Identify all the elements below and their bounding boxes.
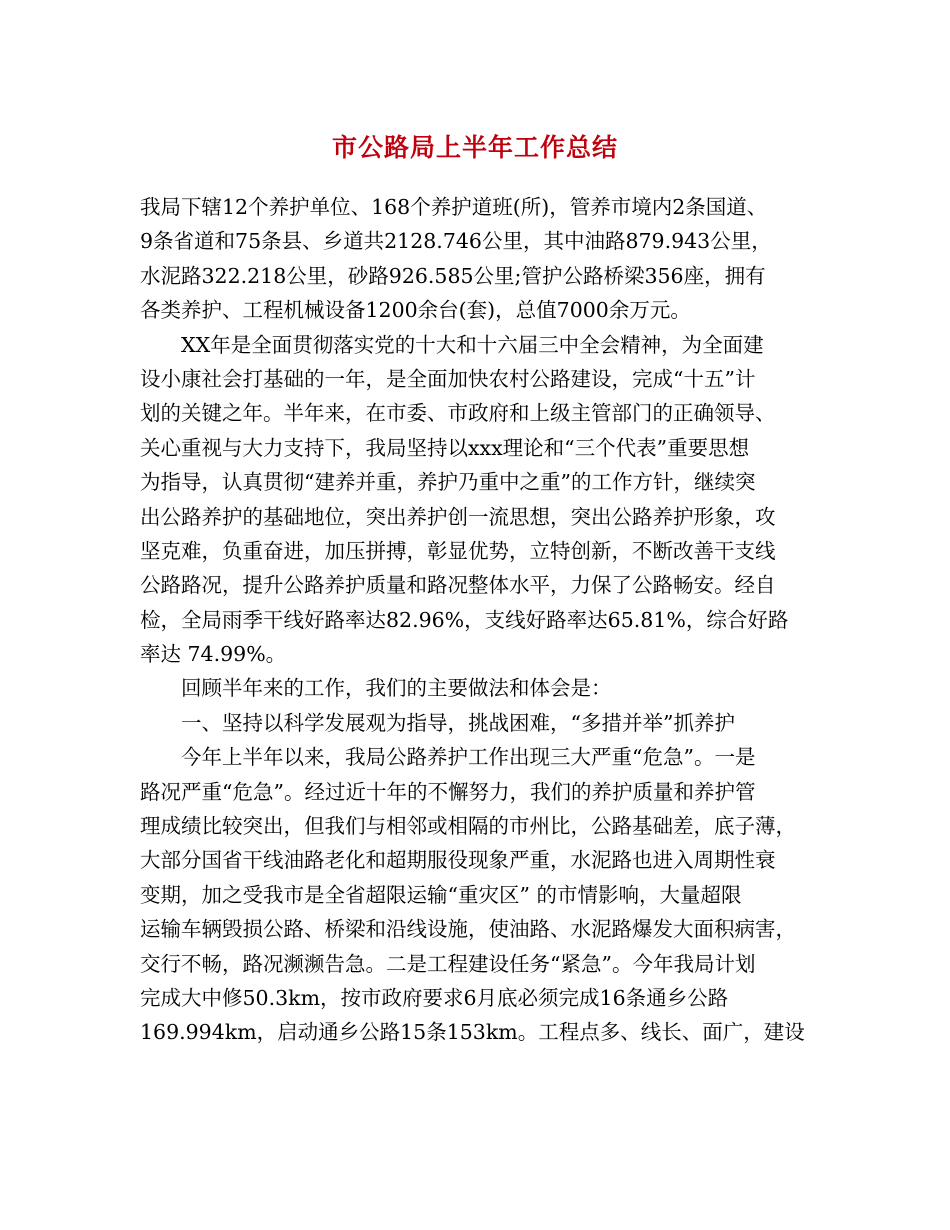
body-line: 水泥路322.218公里，砂路926.585公里;管护公路桥梁356座，拥有: [140, 263, 766, 288]
body-line: 路况严重“危急”。经过近十年的不懈努力，我们的养护质量和养护管: [140, 779, 756, 804]
body-line: 出公路养护的基础地位，突出养护创一流思想，突出公路养护形象，攻: [140, 504, 776, 529]
body-line: 9条省道和75条县、乡道共2128.746公里，其中油路879.943公里，: [140, 229, 772, 254]
body-line: 检，全局雨季干线好路率达82.96%，支线好路率达65.81%，综合好路: [140, 607, 789, 632]
body-line: 回顾半年来的工作，我们的主要做法和体会是：: [181, 676, 612, 701]
body-line: 完成大中修50.3km，按市政府要求6月底必须完成16条通乡公路: [140, 985, 729, 1010]
body-line: 公路路况，提升公路养护质量和路况整体水平，力保了公路畅安。经自: [140, 573, 776, 598]
document-body: [140, 190, 820, 1050]
body-line: 169.994km，启动通乡公路15条153km。工程点多、线长、面广，建设: [140, 1020, 805, 1045]
body-line: 我局下辖12个养护单位、168个养护道班(所)，管养市境内2条国道、: [140, 195, 768, 219]
body-line: XX年是全面贯彻落实党的十大和十六届三中全会精神，为全面建: [181, 332, 764, 357]
body-line: 划的关键之年。半年来，在市委、市政府和上级主管部门的正确领导、: [140, 401, 776, 426]
body-line: 变期，加之受我市是全省超限运输“重灾区” 的市情影响，大量超限: [140, 882, 742, 907]
body-line: 运输车辆毁损公路、桥梁和沿线设施，使油路、水泥路爆发大面积病害，: [140, 917, 796, 942]
document-title: 市公路局上半年工作总结: [331, 133, 618, 162]
body-line: 各类养护、工程机械设备1200余台(套)，总值7000余万元。: [140, 298, 691, 323]
body-line: 为指导，认真贯彻“建养并重，养护乃重中之重”的工作方针，继续突: [140, 470, 756, 495]
body-line: 关心重视与大力支持下，我局坚持以xxx理论和“三个代表”重要思想: [140, 435, 750, 460]
body-line: 今年上半年以来，我局公路养护工作出现三大严重“危急”。一是: [181, 745, 756, 770]
body-line: 坚克难，负重奋进，加压拼搏，彰显优势，立特创新，不断改善干支线: [140, 538, 776, 563]
body-line: 一、坚持以科学发展观为指导，挑战困难，“多措并举”抓养护: [181, 710, 735, 735]
body-line: 大部分国省干线油路老化和超期服役现象严重，水泥路也进入周期性衰: [140, 848, 776, 873]
body-line: 设小康社会打基础的一年，是全面加快农村公路建设，完成“十五”计: [140, 366, 756, 391]
body-line: 率达 74.99%。: [140, 642, 287, 667]
body-line: 理成绩比较突出，但我们与相邻或相隔的市州比，公路基础差，底子薄，: [140, 814, 796, 839]
body-line: 交行不畅，路况濒濒告急。二是工程建设任务“紧急”。今年我局计划: [140, 951, 756, 976]
